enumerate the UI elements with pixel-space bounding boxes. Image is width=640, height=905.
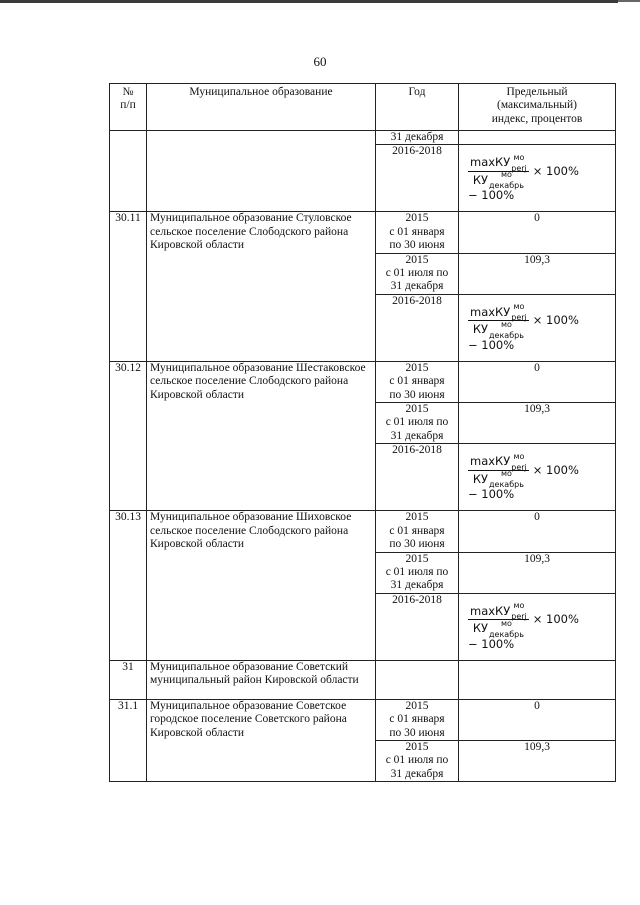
year-cell: 2015 с 01 января по 30 июня	[376, 361, 459, 402]
header-value: Предельный (максимальный) индекс, процентов	[459, 84, 616, 131]
row-num-cell: 31	[110, 660, 147, 699]
index-formula	[462, 594, 612, 651]
table-row	[110, 660, 616, 699]
row-org-cell: Муниципальное образование Советский муниципальный район Кировской области	[147, 660, 376, 699]
table-body	[110, 131, 616, 782]
formula-cell	[459, 294, 616, 361]
value-cell: 109,3	[459, 403, 616, 444]
formula-cell	[459, 145, 616, 212]
formula-minus: − 100%	[468, 487, 515, 502]
header-org: Муниципальное образование	[147, 84, 376, 131]
value-cell: 109,3	[459, 552, 616, 593]
formula-times: × 100%	[532, 462, 579, 477]
formula-minus: − 100%	[468, 337, 515, 352]
row-num-cell: 30.12	[110, 361, 147, 510]
index-formula	[462, 444, 612, 501]
formula-numerator: maxКУ мо perj	[470, 601, 527, 622]
formula-minus: − 100%	[468, 636, 515, 651]
year-cell: 2015 с 01 июля по 31 декабря	[376, 253, 459, 294]
table-row	[110, 511, 616, 552]
formula-cell	[459, 444, 616, 511]
value-cell	[459, 131, 616, 145]
year-cell: 2016-2018	[376, 593, 459, 660]
value-cell	[459, 660, 616, 699]
tariff-index-table	[109, 83, 616, 782]
formula-numerator: maxКУ мо perj	[470, 451, 527, 472]
formula-times: × 100%	[532, 163, 579, 178]
formula-numerator: maxКУ мо perj	[470, 152, 527, 173]
formula-cell	[459, 593, 616, 660]
value-cell: 109,3	[459, 740, 616, 781]
header-year: Год	[376, 84, 459, 131]
formula-denominator: КУ мо декабрь	[472, 618, 524, 639]
year-cell: 2015 с 01 января по 30 июня	[376, 699, 459, 740]
year-cell	[376, 660, 459, 699]
row-org-cell	[147, 131, 376, 212]
value-cell: 109,3	[459, 253, 616, 294]
table-row	[110, 131, 616, 145]
row-num-cell	[110, 131, 147, 212]
table-header-row	[110, 84, 616, 131]
formula-fraction	[468, 302, 529, 340]
value-cell: 0	[459, 511, 616, 552]
value-cell: 0	[459, 699, 616, 740]
formula-minus: − 100%	[468, 188, 515, 203]
formula-numerator: maxКУ мо perj	[470, 302, 527, 323]
formula-fraction	[468, 152, 529, 191]
year-cell: 2015 с 01 июля по 31 декабря	[376, 403, 459, 444]
formula-times: × 100%	[532, 612, 579, 627]
year-cell: 2015 с 01 января по 30 июня	[376, 212, 459, 253]
year-cell: 2015 с 01 июля по 31 декабря	[376, 740, 459, 781]
table-row	[110, 699, 616, 740]
formula-denominator: КУ мо декабрь	[472, 469, 524, 490]
scan-edge	[0, 0, 640, 7]
row-org-cell: Муниципальное образование Стуловское сельское поселение Слободского района Кировской области	[147, 212, 376, 361]
formula-fraction	[468, 451, 529, 490]
formula-times: × 100%	[532, 313, 579, 328]
formula-denominator: КУ мо декабрь	[472, 170, 524, 191]
value-cell: 0	[459, 361, 616, 402]
row-num-cell: 30.11	[110, 212, 147, 361]
page-number: 60	[313, 54, 327, 69]
year-cell: 2015 с 01 января по 30 июня	[376, 511, 459, 552]
year-cell: 2016-2018	[376, 294, 459, 361]
row-num-cell: 31.1	[110, 699, 147, 781]
value-cell: 0	[459, 212, 616, 253]
row-org-cell: Муниципальное образование Советское городское поселение Советского района Кировской области	[147, 699, 376, 781]
year-cell: 2016-2018	[376, 444, 459, 511]
header-num: № п/п	[110, 84, 147, 131]
index-formula	[462, 295, 612, 352]
table-row	[110, 361, 616, 402]
table-row	[110, 212, 616, 253]
row-num-cell: 30.13	[110, 511, 147, 660]
formula-denominator: КУ мо декабрь	[472, 319, 524, 340]
formula-fraction	[468, 601, 529, 639]
index-formula	[462, 145, 612, 202]
year-cell: 31 декабря	[376, 131, 459, 145]
row-org-cell: Муниципальное образование Шиховское сельское поселение Слободского района Кировской области	[147, 511, 376, 660]
year-cell: 2015 с 01 июля по 31 декабря	[376, 552, 459, 593]
row-org-cell: Муниципальное образование Шестаковское сельское поселение Слободского района Кировской области	[147, 361, 376, 510]
year-cell: 2016-2018	[376, 145, 459, 212]
